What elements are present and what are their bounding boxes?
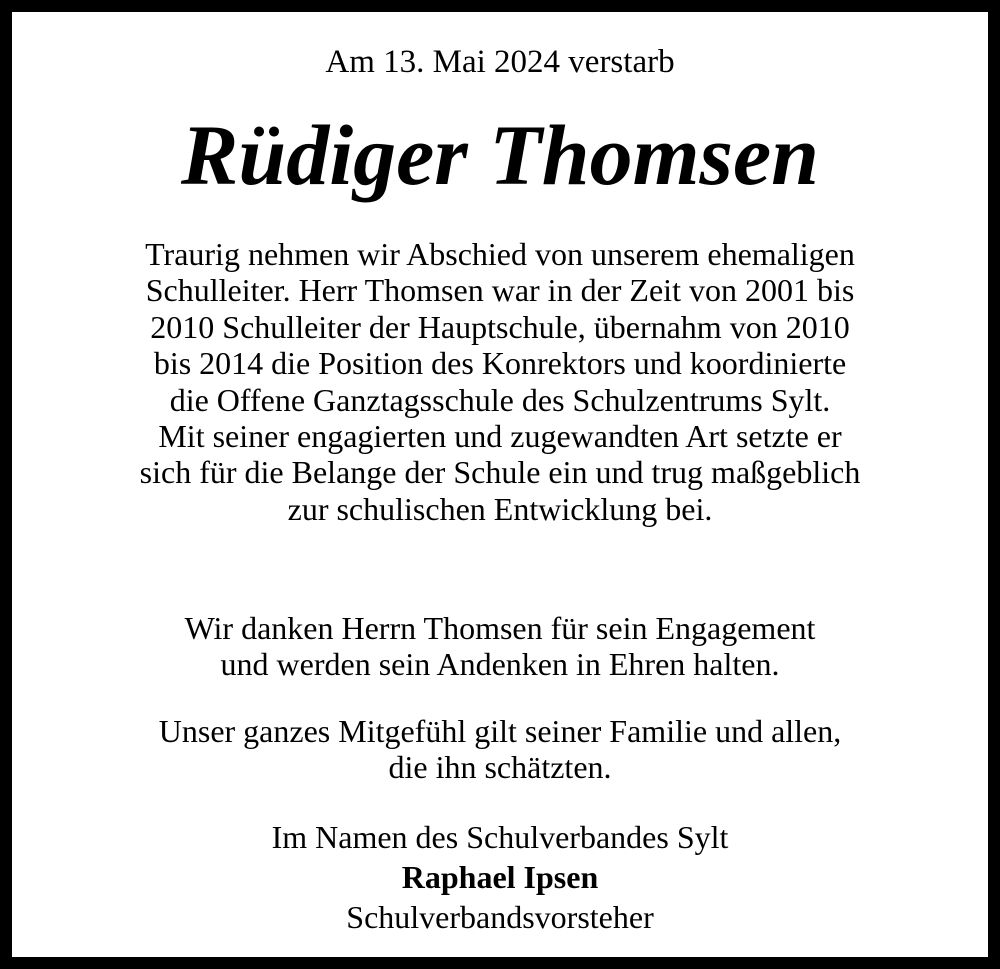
thanks-paragraph	[12, 610, 988, 683]
text-line: Mit seiner engagierten und zugewandten Art setzte er	[158, 418, 842, 455]
on-behalf-line: Im Namen des Schulverbandes Sylt	[271, 819, 729, 855]
text-line: die ihn schätzten.	[388, 749, 612, 786]
text-line: sich für die Belange der Schule ein und trug maßgeblich	[139, 454, 861, 491]
deceased-name: Rüdiger Thomsen	[181, 107, 819, 203]
signer-title: Schulverbandsvorsteher	[346, 899, 654, 935]
signature-block	[12, 817, 988, 937]
text-line: Schulleiter. Herr Thomsen war in der Zeit von 2001 bis	[145, 272, 855, 309]
tribute-paragraph	[12, 236, 988, 527]
text-line: Wir danken Herrn Thomsen für sein Engagement	[184, 610, 816, 646]
condolence-paragraph	[12, 713, 988, 786]
text-line: Traurig nehmen wir Abschied von unserem ehemaligen	[145, 236, 855, 272]
signer-name: Raphael Ipsen	[401, 859, 599, 895]
text-line: bis 2014 die Position des Konrektors und koordinierte	[153, 345, 847, 382]
death-date-line: Am 13. Mai 2024 verstarb	[325, 44, 675, 80]
text-line: die Offene Ganztagsschule des Schulzentrums Sylt.	[169, 381, 831, 418]
text-line: und werden sein Andenken in Ehren halten.	[220, 646, 780, 683]
text-line: 2010 Schulleiter der Hauptschule, übernahm von 2010	[150, 308, 850, 345]
text-line: Unser ganzes Mitgefühl gilt seiner Familie und allen,	[158, 713, 842, 749]
text-line: zur schulischen Entwicklung bei.	[287, 490, 713, 527]
